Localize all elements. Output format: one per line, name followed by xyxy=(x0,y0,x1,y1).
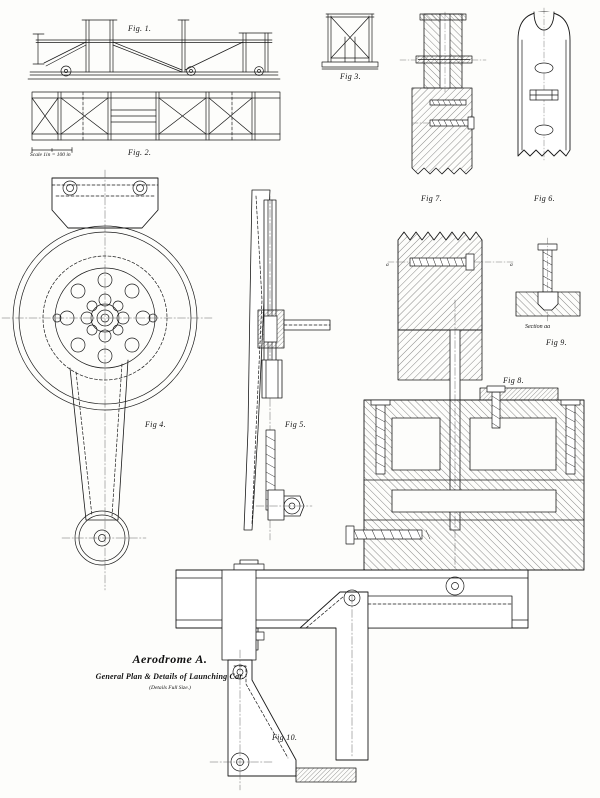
drawing-subtitle: General Plan & Details of Launching Car. xyxy=(95,672,245,681)
figure-4-sheave-wheel xyxy=(2,170,212,590)
figure-label-fig-2: Fig. 2. xyxy=(128,148,152,157)
figure-label-fig-4: Fig 4. xyxy=(145,420,166,429)
annotation-letter-a-right: a xyxy=(510,262,513,268)
figure-2-plan-view xyxy=(32,92,280,153)
title-block xyxy=(55,652,285,691)
figure-label-fig-3: Fig 3. xyxy=(340,72,361,81)
figure-10-main-casting xyxy=(176,300,584,790)
figure-8-stud-detail xyxy=(388,232,580,330)
figure-label-fig-8: Fig 8. xyxy=(503,376,524,385)
figure-label-fig-9: Fig 9. xyxy=(546,338,567,347)
figure-3-end-elevation xyxy=(322,14,378,69)
figure-label-fig-6: Fig 6. xyxy=(534,194,555,203)
drawing-title: Aerodrome A. xyxy=(132,652,208,666)
figure-7-clamped-joint xyxy=(400,12,486,174)
figure-6-forked-fitting xyxy=(518,8,570,160)
annotation-letter-a-left: a xyxy=(386,262,389,268)
section-note-aa: Section aa xyxy=(525,324,551,330)
figure-label-fig-10: Fig 10. xyxy=(272,733,298,742)
figure-label-fig-1: Fig. 1. xyxy=(128,24,152,33)
figure-label-fig-5: Fig 5. xyxy=(285,420,306,429)
figure-label-fig-7: Fig 7. xyxy=(421,194,442,203)
drawing-note: (Details Full Size.) xyxy=(149,685,191,691)
scale-note: Scale 1in = 100 in xyxy=(30,152,71,158)
figure-1-side-elevation xyxy=(28,20,280,79)
